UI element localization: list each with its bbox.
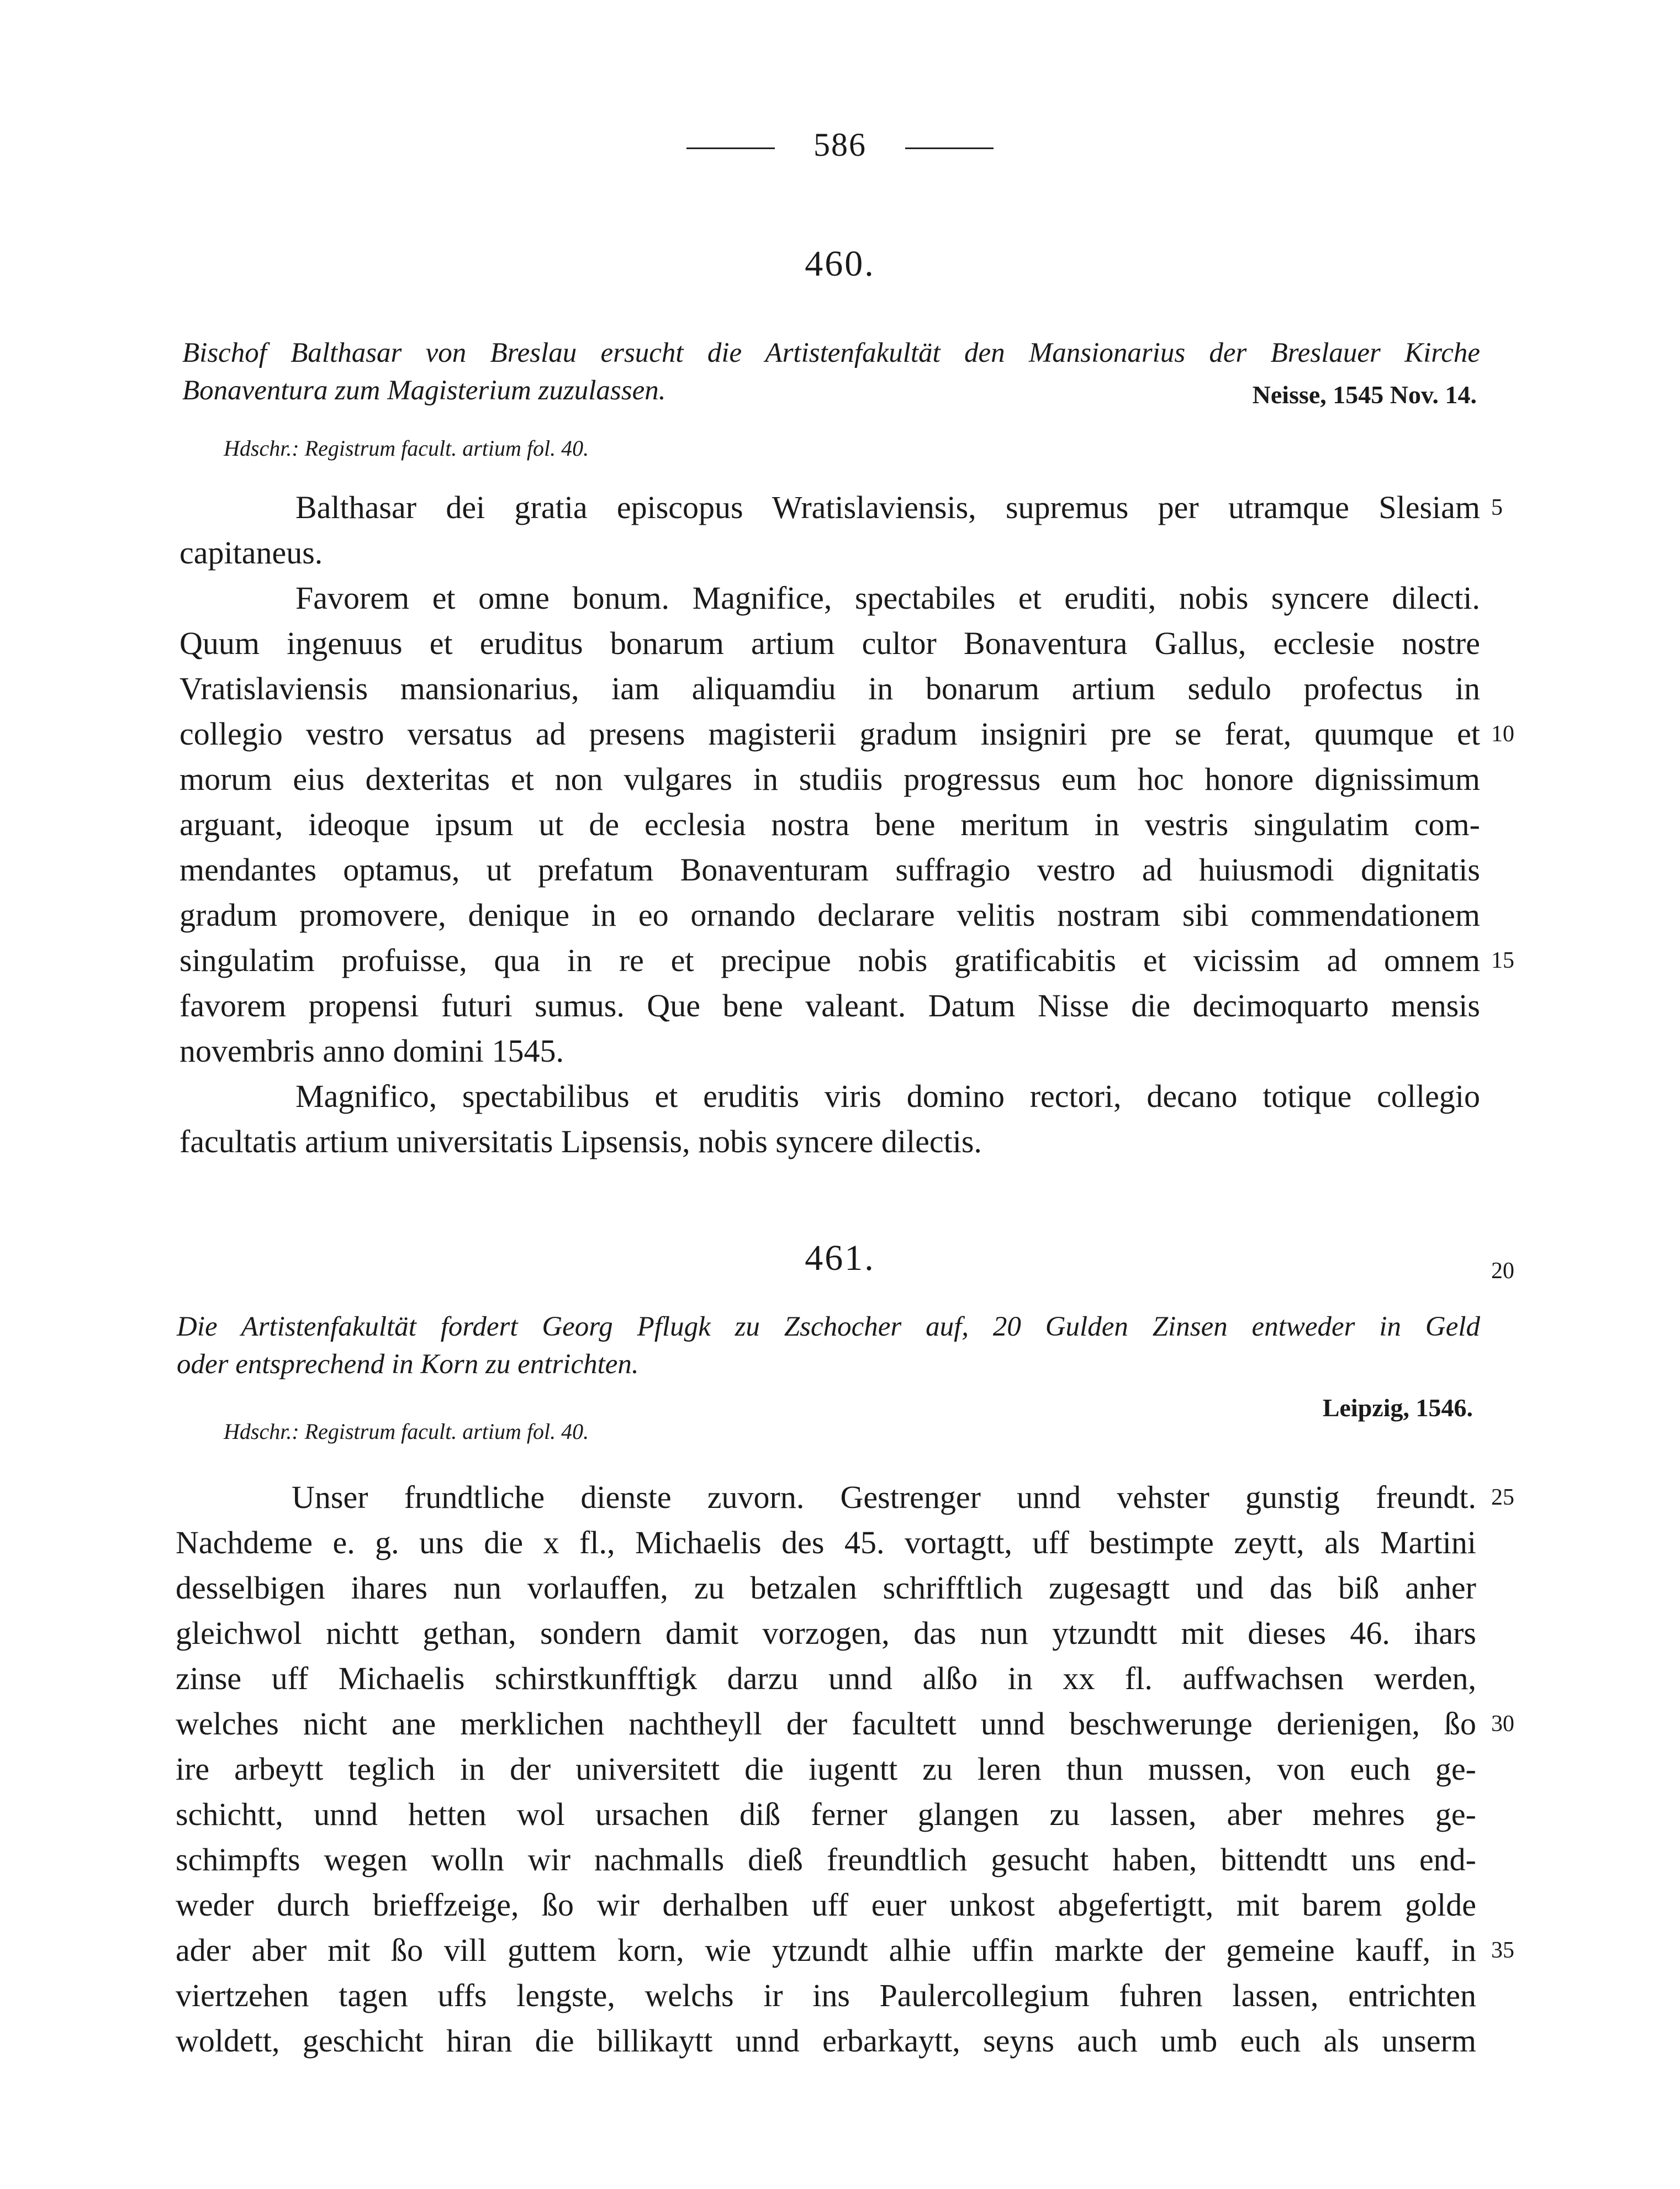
text-line: weder durch brieffzeige, ßo wir derhalben uff euer unkost abgefertigtt, mit barem golde <box>176 1887 1476 1923</box>
text-line: Quum ingenuus et eruditus bonarum artium cultor Bonaventura Gallus, ecclesie nostre <box>179 625 1480 661</box>
regest-line: Bischof Balthasar von Breslau ersucht die Artistenfakultät den Mansionarius der Breslauer Kirche <box>182 337 1480 368</box>
text-line: arguant, ideoque ipsum ut de ecclesia nostra bene meritum in vestris singulatim com- <box>179 806 1480 842</box>
text-line: gleichwol nichtt gethan, sondern damit vorzogen, das nun ytzundtt mit dieses 46. ihars <box>176 1615 1476 1651</box>
place-date: Neisse, 1545 Nov. 14. <box>1252 381 1477 409</box>
header-rule-right <box>905 147 994 149</box>
line-number: 15 <box>1491 948 1514 973</box>
text-line: Magnifico, spectabilibus et eruditis viris domino rectori, decano totique collegio <box>295 1078 1480 1114</box>
text-line: Unser frundtliche dienste zuvorn. Gestrenger unnd vehster gunstig freundt. <box>292 1479 1476 1515</box>
text-line: novembris anno domini 1545. <box>179 1033 564 1069</box>
text-line: viertzehen tagen uffs lengste, welchs ir ins Paulercollegium fuhren lassen, entrichten <box>176 1977 1476 2013</box>
text-line: welches nicht ane merklichen nachtheyll der facultett unnd beschwerunge derienigen, ßo <box>176 1706 1476 1742</box>
text-line: woldett, geschicht hiran die billikaytt unnd erbarkaytt, seyns auch umb euch als unserm <box>176 2023 1476 2059</box>
text-line: favorem propensi futuri sumus. Que bene valeant. Datum Nisse die decimoquarto mensis <box>179 988 1480 1024</box>
source-note: Hdschr.: Registrum facult. artium fol. 40. <box>224 1419 589 1444</box>
text-line: singulatim profuisse, qua in re et precipue nobis gratificabitis et vicissim ad omnem <box>179 942 1480 978</box>
text-line: Favorem et omne bonum. Magnifice, spectabiles et eruditi, nobis syncere dilecti. <box>295 580 1480 616</box>
regest-line: oder entsprechend in Korn zu entrichten. <box>177 1349 639 1380</box>
line-number: 20 <box>1491 1258 1514 1284</box>
text-line: schimpfts wegen wolln wir nachmalls dieß freundtlich gesucht haben, bittendtt uns end- <box>176 1842 1476 1877</box>
place-date: Leipzig, 1546. <box>1322 1394 1473 1422</box>
line-number: 10 <box>1491 721 1514 747</box>
regest-line: Bonaventura zum Magisterium zuzulassen. <box>182 375 666 406</box>
page-header <box>0 126 1680 164</box>
line-number: 30 <box>1491 1711 1514 1737</box>
text-line: schichtt, unnd hetten wol ursachen diß ferner glangen zu lassen, aber mehres ge- <box>176 1796 1476 1832</box>
text-line: collegio vestro versatus ad presens magisterii gradum insigniri pre se ferat, quumque et <box>179 716 1480 752</box>
text-line: Nachdeme e. g. uns die x fl., Michaelis des 45. vortagtt, uff bestimpte zeytt, als Martini <box>176 1525 1476 1560</box>
document-number: 461. <box>805 1238 875 1278</box>
page-number: 586 <box>813 126 867 163</box>
text-line: morum eius dexteritas et non vulgares in studiis progressus eum hoc honore dignissimum <box>179 761 1480 797</box>
document-number: 460. <box>805 244 875 284</box>
text-line: desselbigen ihares nun vorlauffen, zu betzalen schrifftlich zugesagtt und das biß anher <box>176 1570 1476 1606</box>
header-rule-left <box>686 147 775 149</box>
text-line: ire arbeytt teglich in der universitett die iugentt zu leren thun mussen, von euch ge- <box>176 1751 1476 1787</box>
text-line: Balthasar dei gratia episcopus Wratislaviensis, supremus per utramque Slesiam <box>295 489 1480 525</box>
line-number: 35 <box>1491 1938 1514 1963</box>
text-line: facultatis artium universitatis Lipsensis, nobis syncere dilectis. <box>179 1123 982 1159</box>
text-line: Vratislaviensis mansionarius, iam aliquamdiu in bonarum artium sedulo profectus in <box>179 671 1480 706</box>
text-line: zinse uff Michaelis schirstkunfftigk darzu unnd alßo in xx fl. auffwachsen werden, <box>176 1660 1476 1696</box>
text-line: mendantes optamus, ut prefatum Bonaventuram suffragio vestro ad huiusmodi dignitatis <box>179 852 1480 888</box>
text-line: gradum promovere, denique in eo ornando declarare velitis nostram sibi commendationem <box>179 897 1480 933</box>
text-line: ader aber mit ßo vill guttem korn, wie ytzundt alhie uffin markte der gemeine kauff, in <box>176 1932 1476 1968</box>
line-number: 25 <box>1491 1485 1514 1510</box>
regest-line: Die Artistenfakultät fordert Georg Pflugk zu Zschocher auf, 20 Gulden Zinsen entweder in Geld <box>177 1311 1480 1342</box>
text-line: capitaneus. <box>179 535 323 571</box>
line-number: 5 <box>1491 495 1503 520</box>
document-regest <box>177 1308 1480 1383</box>
source-note: Hdschr.: Registrum facult. artium fol. 40. <box>224 436 589 461</box>
